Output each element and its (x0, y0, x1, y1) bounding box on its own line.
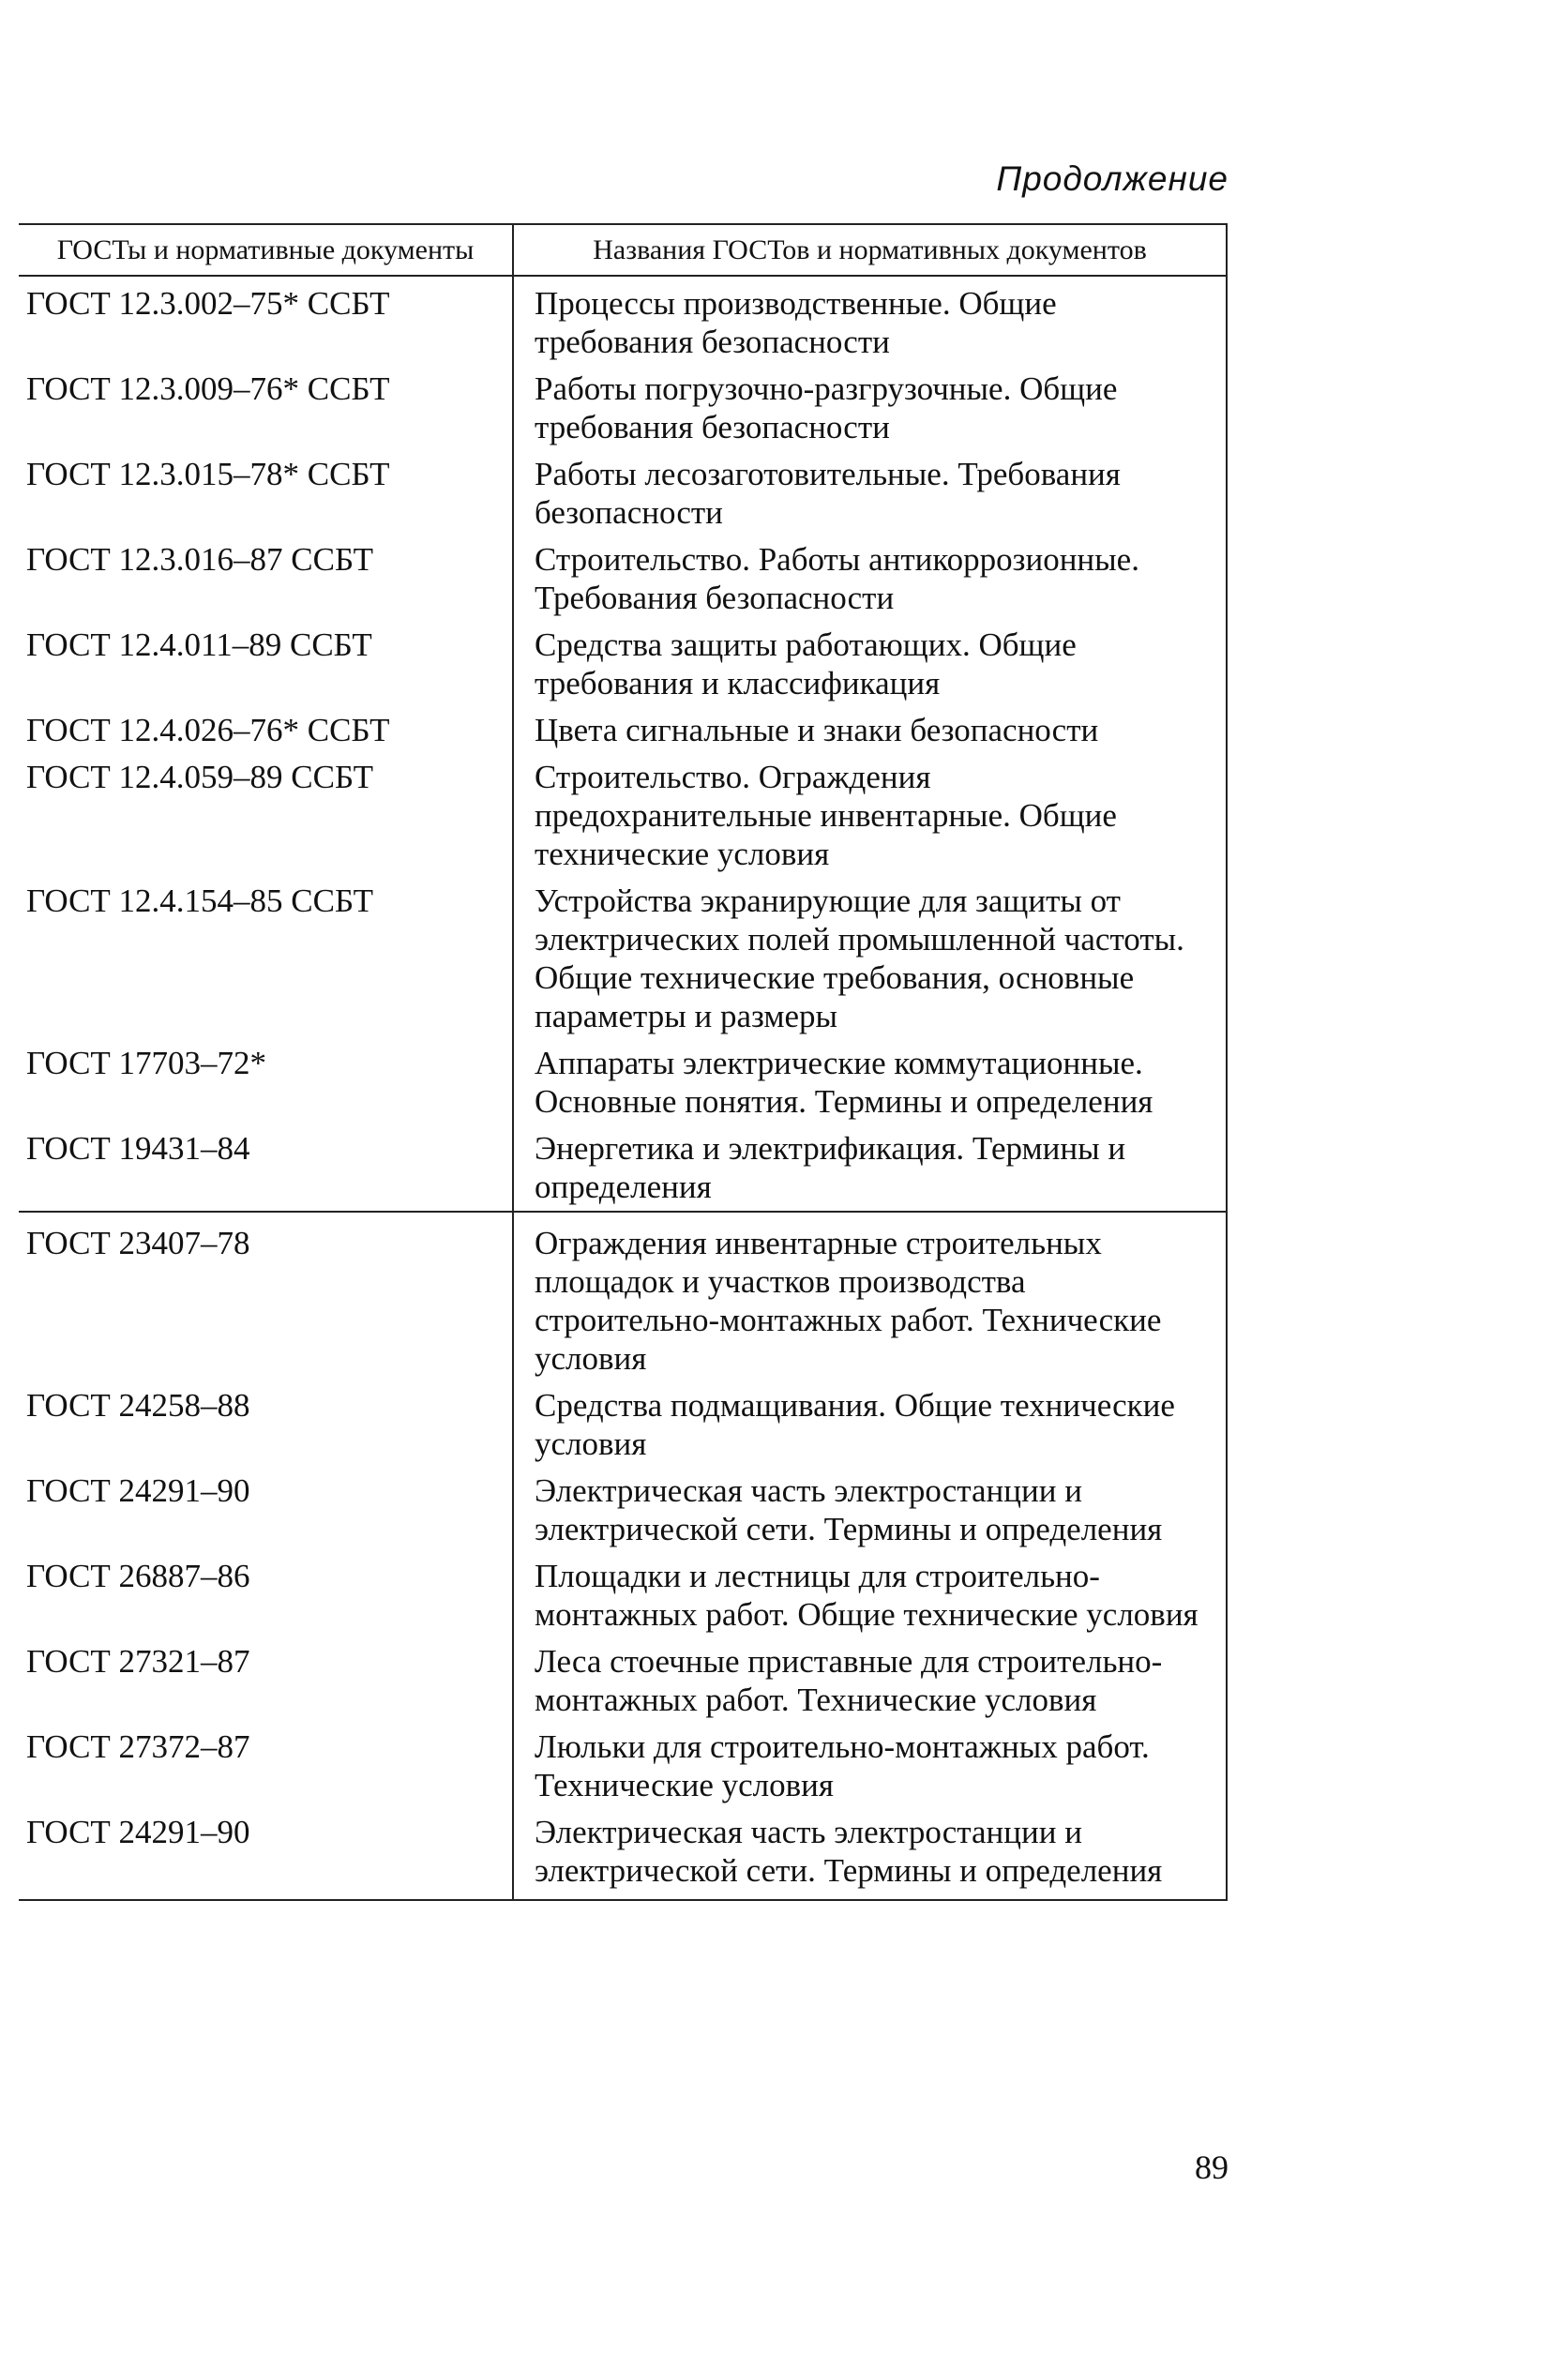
gost-title: Аппараты электрические коммутационные. Основные понятия. Термины и определения (513, 1040, 1227, 1125)
table-row (19, 276, 1227, 366)
gost-title: Площадки и лестницы для строительно-монтажных работ. Общие технические условия (513, 1553, 1227, 1638)
gost-title: Ограждения инвентарные строительных площадок и участков производства строительно-монтажных работ. Технические условия (513, 1212, 1227, 1382)
gost-title: Процессы производственные. Общие требования безопасности (513, 276, 1227, 366)
table-row (19, 1724, 1227, 1809)
gost-code: ГОСТ 24291–90 (19, 1809, 513, 1900)
gost-title: Электрическая часть электростанции и электрической сети. Термины и определения (513, 1468, 1227, 1553)
table-row (19, 1125, 1227, 1212)
gost-code: ГОСТ 12.4.154–85 ССБТ (19, 878, 513, 1040)
gost-title: Средства защиты работающих. Общие требования и классификация (513, 622, 1227, 707)
table-row (19, 536, 1227, 622)
gost-table (19, 223, 1228, 1901)
table-row (19, 878, 1227, 1040)
gost-code: ГОСТ 26887–86 (19, 1553, 513, 1638)
gost-code: ГОСТ 27372–87 (19, 1724, 513, 1809)
gost-title: Средства подмащивания. Общие технические условия (513, 1382, 1227, 1468)
table-row (19, 754, 1227, 878)
gost-code: ГОСТ 12.3.009–76* ССБТ (19, 366, 513, 451)
table-header (19, 224, 1227, 276)
gost-title: Строительство. Работы антикоррозионные. Требования безопасности (513, 536, 1227, 622)
gost-code: ГОСТ 23407–78 (19, 1212, 513, 1382)
table-row (19, 366, 1227, 451)
gost-title: Строительство. Ограждения предохранительные инвентарные. Общие технические условия (513, 754, 1227, 878)
gost-code: ГОСТ 24291–90 (19, 1468, 513, 1553)
table-row (19, 1382, 1227, 1468)
table-row (19, 451, 1227, 536)
gost-code: ГОСТ 17703–72* (19, 1040, 513, 1125)
table-row (19, 622, 1227, 707)
gost-code: ГОСТ 12.4.026–76* ССБТ (19, 707, 513, 754)
header-row (19, 224, 1227, 276)
gost-code: ГОСТ 12.4.011–89 ССБТ (19, 622, 513, 707)
header-name-column: Названия ГОСТов и нормативных документов (513, 224, 1227, 276)
gost-code: ГОСТ 19431–84 (19, 1125, 513, 1212)
gost-code: ГОСТ 12.4.059–89 ССБТ (19, 754, 513, 878)
gost-code: ГОСТ 27321–87 (19, 1638, 513, 1724)
gost-code: ГОСТ 24258–88 (19, 1382, 513, 1468)
table-body (19, 276, 1227, 1900)
table-row (19, 1040, 1227, 1125)
page-number: 89 (1195, 2149, 1229, 2186)
table-row (19, 1553, 1227, 1638)
gost-title: Цвета сигнальные и знаки безопасности (513, 707, 1227, 754)
table-row (19, 707, 1227, 754)
continuation-label: Продолжение (996, 159, 1229, 198)
gost-title: Энергетика и электрификация. Термины и определения (513, 1125, 1227, 1212)
gost-title: Работы погрузочно-разгрузочные. Общие требования безопасности (513, 366, 1227, 451)
gost-title: Электрическая часть электростанции и электрической сети. Термины и определения (513, 1809, 1227, 1900)
gost-code: ГОСТ 12.3.016–87 ССБТ (19, 536, 513, 622)
table-row (19, 1809, 1227, 1900)
gost-code: ГОСТ 12.3.002–75* ССБТ (19, 276, 513, 366)
gost-title: Работы лесозаготовительные. Требования безопасности (513, 451, 1227, 536)
header-code-column: ГОСТы и нормативные документы (19, 224, 513, 276)
table-row (19, 1212, 1227, 1382)
table-row (19, 1468, 1227, 1553)
gost-title: Люльки для строительно-монтажных работ. Технические условия (513, 1724, 1227, 1809)
gost-title: Леса стоечные приставные для строительно-монтажных работ. Технические условия (513, 1638, 1227, 1724)
table-row (19, 1638, 1227, 1724)
gost-code: ГОСТ 12.3.015–78* ССБТ (19, 451, 513, 536)
gost-title: Устройства экранирующие для защиты от электрических полей промышленной частоты. Общие технические требования, основные параметры и размеры (513, 878, 1227, 1040)
